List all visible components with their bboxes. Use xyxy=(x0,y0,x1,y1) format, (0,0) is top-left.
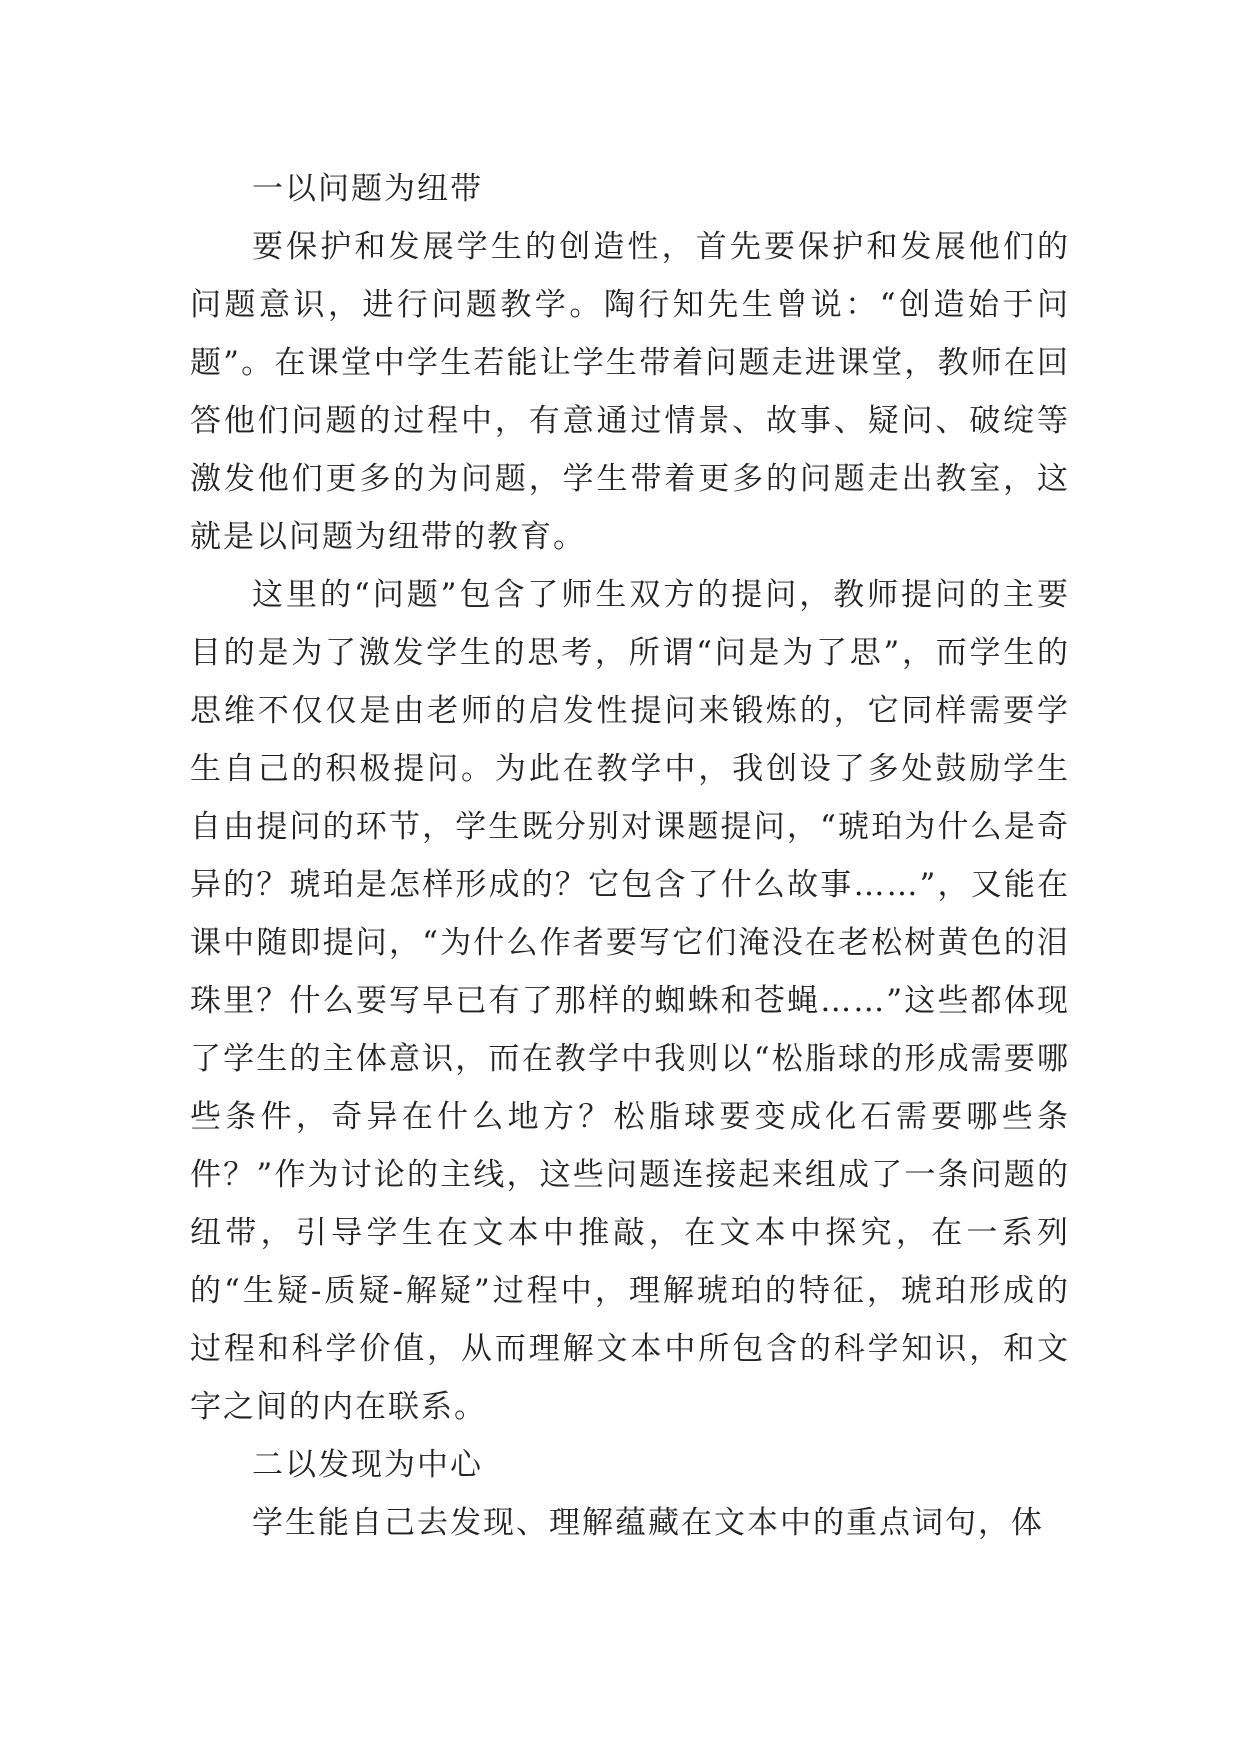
section-heading-1: 一以问题为纽带 xyxy=(252,171,483,207)
paragraph-3: 学生能自己去发现、理解蕴藏在文本中的重点词句，体 xyxy=(252,1505,1044,1541)
paragraph-1: 要保护和发展学生的创造性，首先要保护和发展他们的问题意识，进行问题教学。陶行知先生曾说：“创造始于问题”。在课堂中学生若能让学生带着问题走进课堂，教师在回答他们问题的过程中，有意通过情景、故事、疑问、破绽等激发他们更多的为问题，学生带着更多的问题走出教室，这就是以问题为纽带的教育。 xyxy=(190,229,1070,555)
section-heading-2: 二以发现为中心 xyxy=(252,1447,483,1483)
paragraph-2: 这里的“问题”包含了师生双方的提问，教师提问的主要目的是为了激发学生的思考，所谓“问是为了思”，而学生的思维不仅仅是由老师的启发性提问来锻炼的，它同样需要学生自己的积极提问。为此在教学中，我创设了多处鼓励学生自由提问的环节，学生既分别对课题提问，“琥珀为什么是奇异的？琥珀是怎样形成的？它包含了什么故事……”，又能在课中随即提问，“为什么作者要写它们淹没在老松树黄色的泪珠里？什么要写早已有了那样的蜘蛛和苍蝇……”这些都体现了学生的主体意识，而在教学中我则以“松脂球的形成需要哪些条件，奇异在什么地方？松脂球要变成化石需要哪些条件？”作为讨论的主线，这些问题连接起来组成了一条问题的纽带，引导学生在文本中推敲，在文本中探究，在一系列的“生疑-质疑-解疑”过程中，理解琥珀的特征，琥珀形成的过程和科学价值，从而理解文本中所包含的科学知识，和文字之间的内在联系。 xyxy=(190,577,1070,1425)
document-body xyxy=(190,160,1070,1552)
